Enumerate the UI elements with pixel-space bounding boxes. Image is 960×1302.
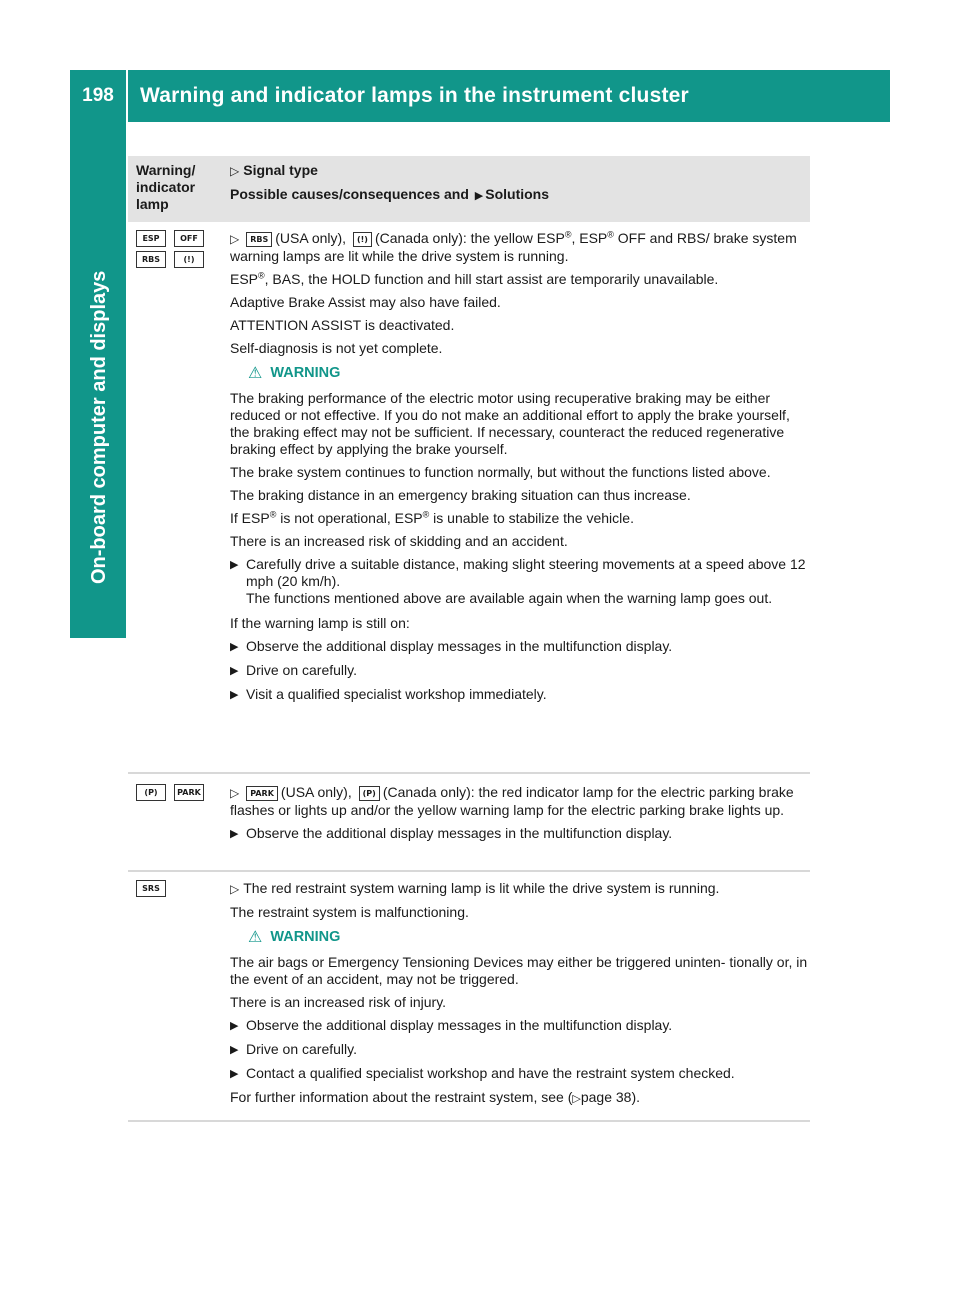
- text: For further information about the restraint system, see (: [230, 1089, 573, 1105]
- text: Self-diagnosis is not yet complete.: [230, 340, 443, 356]
- solution-step: [230, 1017, 810, 1035]
- rbs-icon: RBS: [246, 232, 272, 247]
- text: (Canada only): the yellow ESP: [374, 230, 565, 246]
- arrow-icon: ▶: [230, 559, 239, 571]
- text: If ESP: [230, 510, 270, 526]
- solution-step: [230, 662, 810, 680]
- row-content: [230, 230, 810, 710]
- solution-step: [230, 686, 810, 704]
- warning-heading: [230, 929, 810, 946]
- warning-icon: ⚠: [248, 929, 263, 946]
- brake-warning-icon: (!): [353, 232, 372, 247]
- row-content: [230, 784, 810, 849]
- text: OFF and RBS/ brake system warning lamps are lit while the drive system is running.: [230, 230, 797, 264]
- restraint-system-icon: SRS: [136, 880, 166, 897]
- text: There is an increased risk of injury.: [230, 994, 447, 1010]
- text: Visit a qualified specialist workshop immediately.: [246, 686, 547, 702]
- text: The functions mentioned above are available again when the warning lamp goes out.: [246, 590, 773, 606]
- lamp-cell: [136, 880, 212, 897]
- text: (USA only),: [275, 230, 347, 246]
- column-header-lamp: Warning/ indicator lamp: [136, 162, 196, 212]
- arrow-icon: ▶: [230, 1020, 239, 1032]
- page-header: [70, 70, 890, 122]
- solution-step: [230, 1065, 810, 1083]
- column-header-signal: [230, 162, 790, 211]
- text: , BAS, the HOLD function and hill start assist are temporarily unavailable.: [264, 271, 719, 287]
- registered-mark: ®: [607, 229, 614, 240]
- side-tab-marker: [70, 588, 126, 638]
- causes-label: Possible causes/consequences and: [230, 186, 469, 202]
- text: The red restraint system warning lamp is lit while the drive system is running.: [243, 880, 720, 896]
- solution-step: [230, 638, 810, 656]
- park-icon: PARK: [174, 784, 204, 801]
- row-divider: [128, 772, 810, 774]
- text: is not operational, ESP: [276, 510, 423, 526]
- page-reference[interactable]: [230, 1089, 810, 1108]
- arrow-icon: ▶: [230, 828, 239, 840]
- registered-mark: ®: [422, 509, 430, 520]
- signal-icon: ▷: [230, 882, 240, 896]
- text: (USA only),: [280, 784, 352, 800]
- arrow-icon: ▶: [230, 689, 239, 701]
- row-content: [230, 880, 810, 1114]
- registered-mark: ®: [564, 229, 572, 240]
- page-title: Warning and indicator lamps in the instrument cluster: [140, 84, 689, 107]
- arrow-icon: ▶: [230, 665, 239, 677]
- arrow-icon: ▶: [474, 190, 484, 202]
- solution-step: [230, 556, 810, 607]
- warning-heading: [230, 365, 810, 382]
- solution-step: [230, 1041, 810, 1059]
- text: Observe the additional display messages in the multifunction display.: [246, 1017, 673, 1033]
- text: The air bags or Emergency Tensioning Devices may either be triggered uninten- tionally or, in the event of an accident, may not be triggered.: [230, 954, 808, 987]
- parking-brake-icon: (P): [136, 784, 166, 801]
- warning-label: WARNING: [270, 929, 341, 945]
- rbs-icon: RBS: [136, 251, 166, 268]
- signal-type-label: Signal type: [243, 162, 318, 178]
- text: The brake system continues to function normally, but without the functions listed above.: [230, 464, 771, 480]
- text: Drive on carefully.: [246, 662, 358, 678]
- row-divider: [128, 1120, 810, 1122]
- text: Drive on carefully.: [246, 1041, 358, 1057]
- text: Observe the additional display messages in the multifunction display.: [246, 638, 673, 654]
- signal-icon: ▷: [230, 232, 240, 246]
- text: There is an increased risk of skidding and an accident.: [230, 533, 568, 549]
- arrow-icon: ▶: [230, 641, 239, 653]
- text: The restraint system is malfunctioning.: [230, 904, 469, 920]
- page-number: 198: [70, 70, 128, 122]
- signal-icon: ▷: [230, 164, 240, 178]
- text: If the warning lamp is still on:: [230, 615, 410, 631]
- text: Carefully drive a suitable distance, making slight steering movements at a speed above 12 mph (20 km/h).: [246, 556, 806, 589]
- text: page 38).: [580, 1089, 641, 1105]
- page-ref-icon: ▷: [572, 1093, 581, 1105]
- text: , ESP: [571, 230, 608, 246]
- registered-mark: ®: [269, 509, 277, 520]
- registered-mark: ®: [258, 270, 265, 281]
- signal-icon: ▷: [230, 786, 240, 800]
- solutions-label: Solutions: [485, 186, 550, 202]
- esp-off-icon: OFF: [174, 230, 204, 247]
- parking-brake-icon: (P): [359, 786, 380, 801]
- park-icon: PARK: [246, 786, 278, 801]
- text: ESP: [230, 271, 259, 287]
- text: Observe the additional display messages in the multifunction display.: [246, 825, 673, 841]
- esp-warning-icon: ESP: [136, 230, 166, 247]
- warning-label: WARNING: [270, 365, 341, 381]
- text: Adaptive Brake Assist may also have failed.: [230, 294, 501, 310]
- table-header: [128, 156, 810, 222]
- side-tab-label: On-board computer and displays: [88, 270, 110, 584]
- text: The braking distance in an emergency braking situation can thus increase.: [230, 487, 691, 503]
- text: is unable to stabilize the vehicle.: [429, 510, 634, 526]
- warning-icon: ⚠: [248, 365, 263, 382]
- row-divider: [128, 870, 810, 872]
- arrow-icon: ▶: [230, 1068, 239, 1080]
- lamp-cell: [136, 230, 212, 268]
- brake-warning-icon: (!): [174, 251, 204, 268]
- lamp-cell: [136, 784, 212, 801]
- solution-step: [230, 825, 810, 843]
- text: The braking performance of the electric motor using recuperative braking may be either reduced or not effective. If you do not make an additional effort to apply the brake yourself, the braking effect may not be sufficient. If necessary, counteract the reduced regenerative braking effect by applying the brake yourself.: [230, 390, 790, 457]
- text: (Canada only): the red indicator lamp for the electric parking brake flashes or lights up and/or the yellow warning lamp for the electric parking brake lights up.: [230, 784, 794, 818]
- arrow-icon: ▶: [230, 1044, 239, 1056]
- text: ATTENTION ASSIST is deactivated.: [230, 317, 455, 333]
- text: Contact a qualified specialist workshop and have the restraint system checked.: [246, 1065, 735, 1081]
